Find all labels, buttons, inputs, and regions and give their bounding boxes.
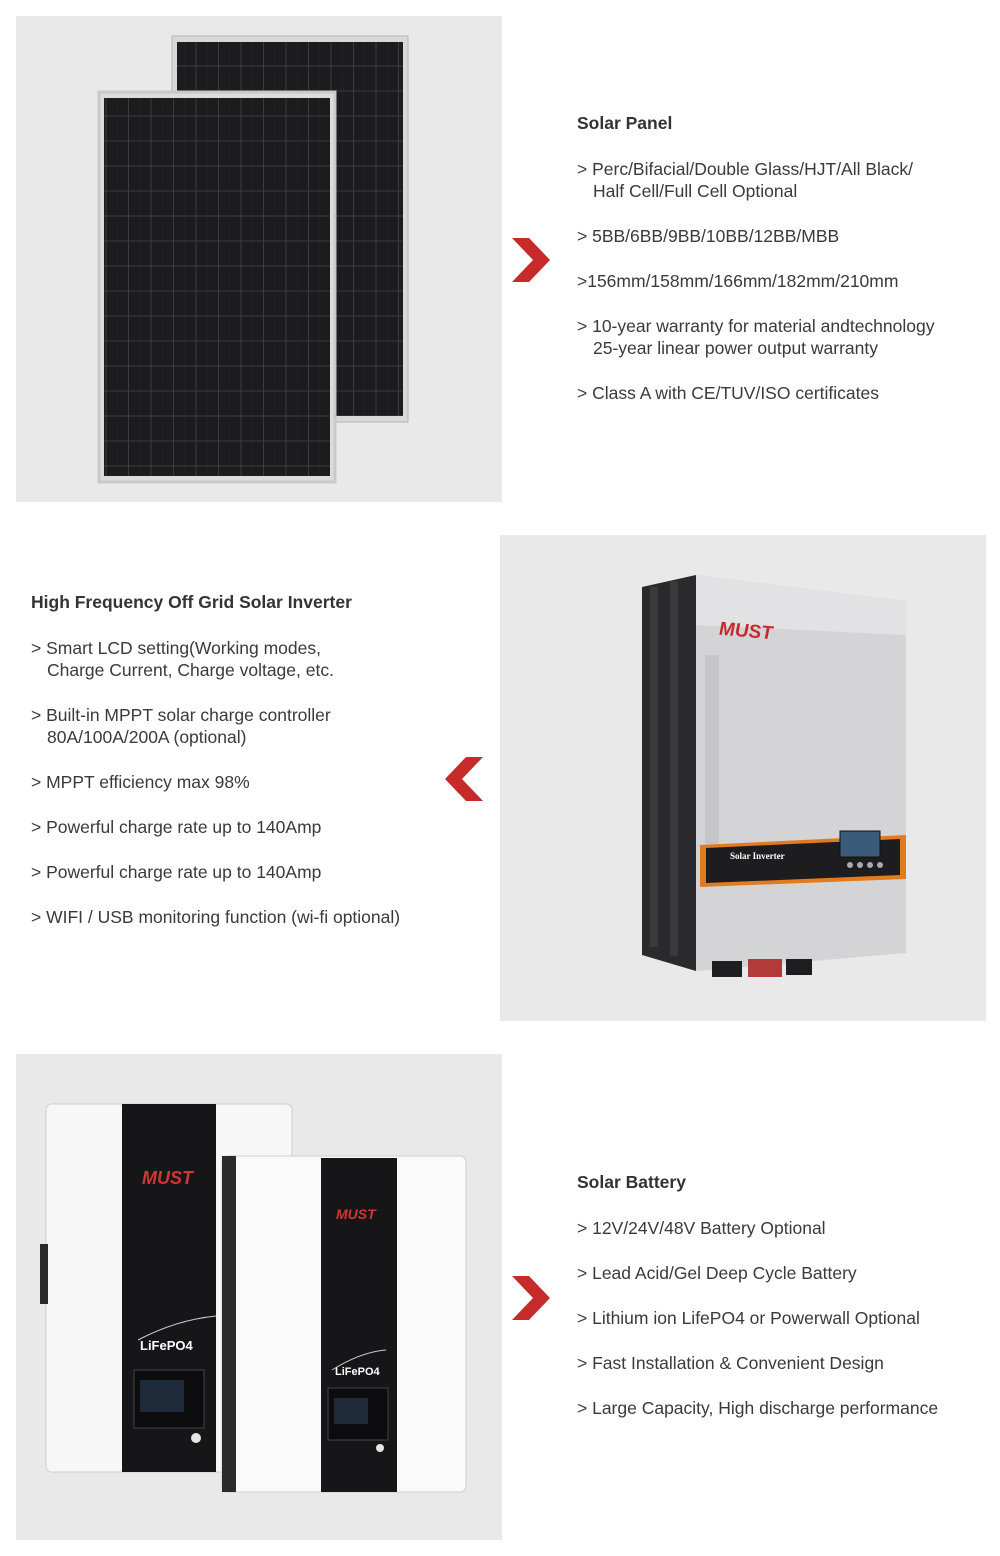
list-item-text: > MPPT efficiency max 98% xyxy=(31,772,250,792)
list-item xyxy=(577,315,987,359)
battery-illustration xyxy=(16,1054,502,1540)
brand-logo: MUST xyxy=(142,1168,193,1188)
inverter-image xyxy=(500,535,986,1021)
list-item-text: 80A/100A/200A (optional) xyxy=(47,727,247,747)
solar-panel-specs xyxy=(577,112,987,427)
list-item-text: > Perc/Bifacial/Double Glass/HJT/All Black/ xyxy=(577,159,914,179)
device-label: Solar Inverter xyxy=(730,851,785,861)
spec-list xyxy=(577,158,987,404)
list-item-text: > Powerful charge rate up to 140Amp xyxy=(31,862,322,882)
chevron-right-icon xyxy=(512,238,552,282)
list-item-text: > 10-year warranty for material andtechnology xyxy=(577,316,935,336)
list-item-text: Charge Current, Charge voltage, etc. xyxy=(47,660,334,680)
inverter-specs xyxy=(31,591,451,951)
device-label: LiFePO4 xyxy=(140,1338,193,1353)
list-item xyxy=(31,861,451,883)
list-item xyxy=(577,1262,987,1284)
list-item xyxy=(577,158,987,202)
inverter-illustration xyxy=(500,535,986,1021)
brand-logo: MUST xyxy=(719,618,773,645)
list-item xyxy=(577,270,987,292)
section-title: Solar Battery xyxy=(577,1172,686,1192)
list-item-text: > Built-in MPPT solar charge controller xyxy=(31,705,331,725)
battery-specs xyxy=(577,1171,987,1442)
section-title: Solar Panel xyxy=(577,113,673,133)
list-item xyxy=(577,1397,987,1419)
list-item-text: > 12V/24V/48V Battery Optional xyxy=(577,1218,826,1238)
inverter-section xyxy=(0,535,1000,1021)
list-item-text: > Lead Acid/Gel Deep Cycle Battery xyxy=(577,1263,857,1283)
list-item-text: > Fast Installation & Convenient Design xyxy=(577,1353,884,1373)
list-item-text: Half Cell/Full Cell Optional xyxy=(593,181,798,201)
list-item-text: > WIFI / USB monitoring function (wi-fi optional) xyxy=(31,907,401,927)
list-item xyxy=(31,816,451,838)
brand-logo: MUST xyxy=(336,1206,376,1222)
list-item xyxy=(577,382,987,404)
list-item-text: > Lithium ion LifePO4 or Powerwall Optional xyxy=(577,1308,920,1328)
solar-panel-image xyxy=(16,16,502,502)
list-item-text: > 5BB/6BB/9BB/10BB/12BB/MBB xyxy=(577,226,840,246)
list-item xyxy=(577,1217,987,1239)
solar-panel-illustration xyxy=(16,16,502,502)
list-item-text: > Smart LCD setting(Working modes, xyxy=(31,638,321,658)
list-item xyxy=(31,637,451,681)
device-label: LiFePO4 xyxy=(335,1366,380,1378)
chevron-left-icon xyxy=(443,757,483,801)
list-item-text: > Powerful charge rate up to 140Amp xyxy=(31,817,322,837)
section-title: High Frequency Off Grid Solar Inverter xyxy=(31,592,352,612)
list-item-text: > Class A with CE/TUV/ISO certificates xyxy=(577,383,879,403)
solar-battery-section xyxy=(0,1054,1000,1540)
spec-list xyxy=(577,1217,987,1419)
list-item-text: >156mm/158mm/166mm/182mm/210mm xyxy=(577,271,899,291)
solar-panel-section xyxy=(0,16,1000,502)
list-item xyxy=(31,771,451,793)
list-item xyxy=(31,704,451,748)
list-item xyxy=(577,1352,987,1374)
chevron-right-icon xyxy=(512,1276,552,1320)
list-item-text: > Large Capacity, High discharge performance xyxy=(577,1398,939,1418)
list-item xyxy=(577,225,987,247)
list-item-text: 25-year linear power output warranty xyxy=(593,338,879,358)
list-item xyxy=(31,906,451,928)
battery-image xyxy=(16,1054,502,1540)
list-item xyxy=(577,1307,987,1329)
spec-list xyxy=(31,637,451,928)
